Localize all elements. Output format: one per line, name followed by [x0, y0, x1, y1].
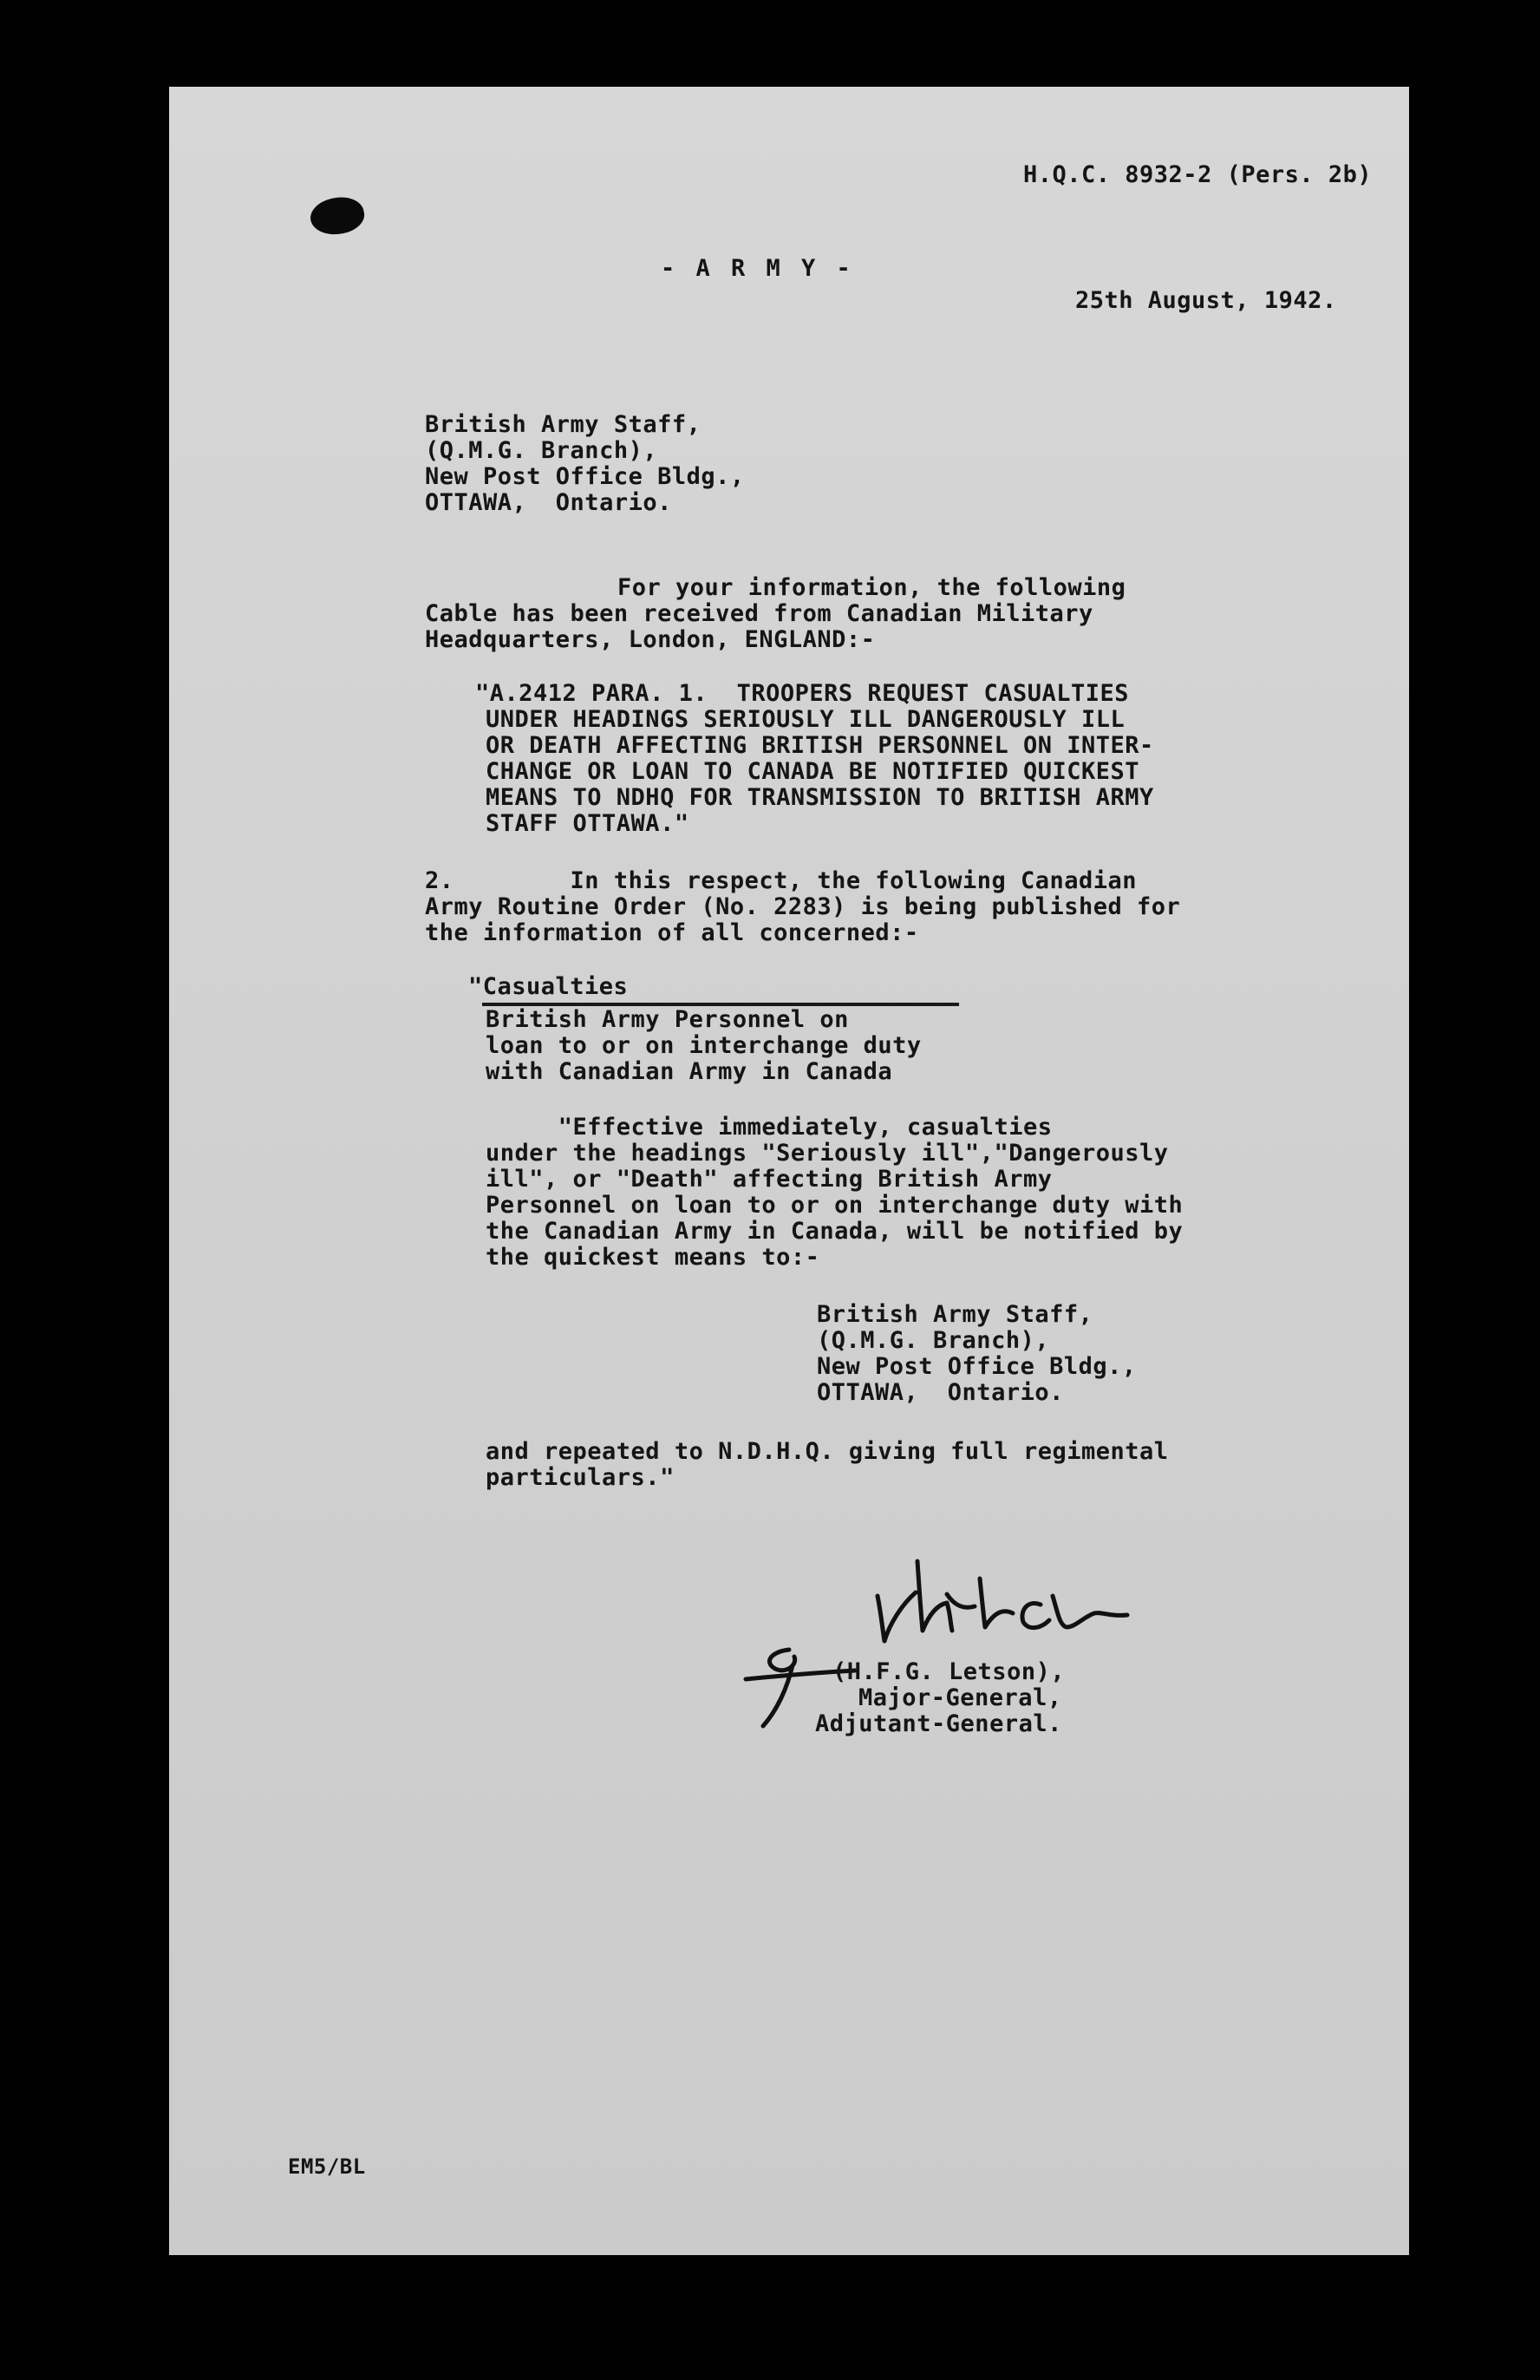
order-text-line: ill", or "Death" affecting British Army	[486, 1166, 1053, 1193]
closing-line: particulars."	[486, 1464, 675, 1491]
order-heading: "Casualties	[468, 973, 629, 1000]
addressee-line: British Army Staff,	[425, 411, 701, 438]
cable-line: STAFF OTTAWA."	[486, 810, 689, 837]
order-subheading: loan to or on interchange duty	[486, 1032, 922, 1059]
signatory-rank: Major-General,	[858, 1684, 1062, 1711]
order-subheading: with Canadian Army in Canada	[486, 1058, 893, 1085]
para2-line: the information of all concerned:-	[425, 919, 919, 946]
intro-line: For your information, the following	[617, 574, 1126, 601]
file-reference: H.Q.C. 8932-2 (Pers. 2b)	[1023, 161, 1373, 188]
order-address-line: (Q.M.G. Branch),	[817, 1327, 1050, 1354]
order-text-line: the quickest means to:-	[486, 1244, 820, 1271]
cable-line: "A.2412 PARA. 1. TROOPERS REQUEST CASUALTIES	[475, 680, 1129, 707]
para2-line: Army Routine Order (No. 2283) is being published for	[425, 893, 1181, 920]
signatory-title: Adjutant-General.	[815, 1710, 1062, 1737]
signatory-name: (H.F.G. Letson),	[832, 1658, 1066, 1685]
addressee-line: OTTAWA, Ontario.	[425, 489, 672, 516]
typist-initials: EM5/BL	[288, 2154, 366, 2179]
cable-line: MEANS TO NDHQ FOR TRANSMISSION TO BRITISH ARMY	[486, 784, 1154, 811]
handwritten-signature	[867, 1544, 1145, 1657]
addressee-line: New Post Office Bldg.,	[425, 463, 745, 490]
closing-line: and repeated to N.D.H.Q. giving full regimental	[486, 1438, 1169, 1465]
order-text-line: "Effective immediately, casualties	[486, 1114, 1053, 1141]
cable-line: OR DEATH AFFECTING BRITISH PERSONNEL ON INTER-	[486, 732, 1154, 759]
order-text-line: the Canadian Army in Canada, will be notified by	[486, 1218, 1184, 1245]
cable-line: UNDER HEADINGS SERIOUSLY ILL DANGEROUSLY ILL	[486, 706, 1126, 733]
order-address-line: New Post Office Bldg.,	[817, 1353, 1137, 1380]
cable-line: CHANGE OR LOAN TO CANADA BE NOTIFIED QUICKEST	[486, 758, 1139, 785]
order-text-line: under the headings "Seriously ill","Dangerously	[486, 1140, 1169, 1167]
order-address-line: British Army Staff,	[817, 1301, 1093, 1328]
intro-line: Cable has been received from Canadian Military	[425, 600, 1093, 627]
order-subheading: British Army Personnel on	[486, 1006, 849, 1033]
intro-line: Headquarters, London, ENGLAND:-	[425, 626, 876, 653]
service-heading: - A R M Y -	[661, 255, 854, 282]
order-address-line: OTTAWA, Ontario.	[817, 1379, 1064, 1406]
para2-line: 2. In this respect, the following Canadian	[425, 867, 1138, 894]
letter-date: 25th August, 1942.	[1075, 287, 1337, 314]
order-text-line: Personnel on loan to or on interchange duty with	[486, 1192, 1184, 1219]
addressee-line: (Q.M.G. Branch),	[425, 437, 658, 464]
